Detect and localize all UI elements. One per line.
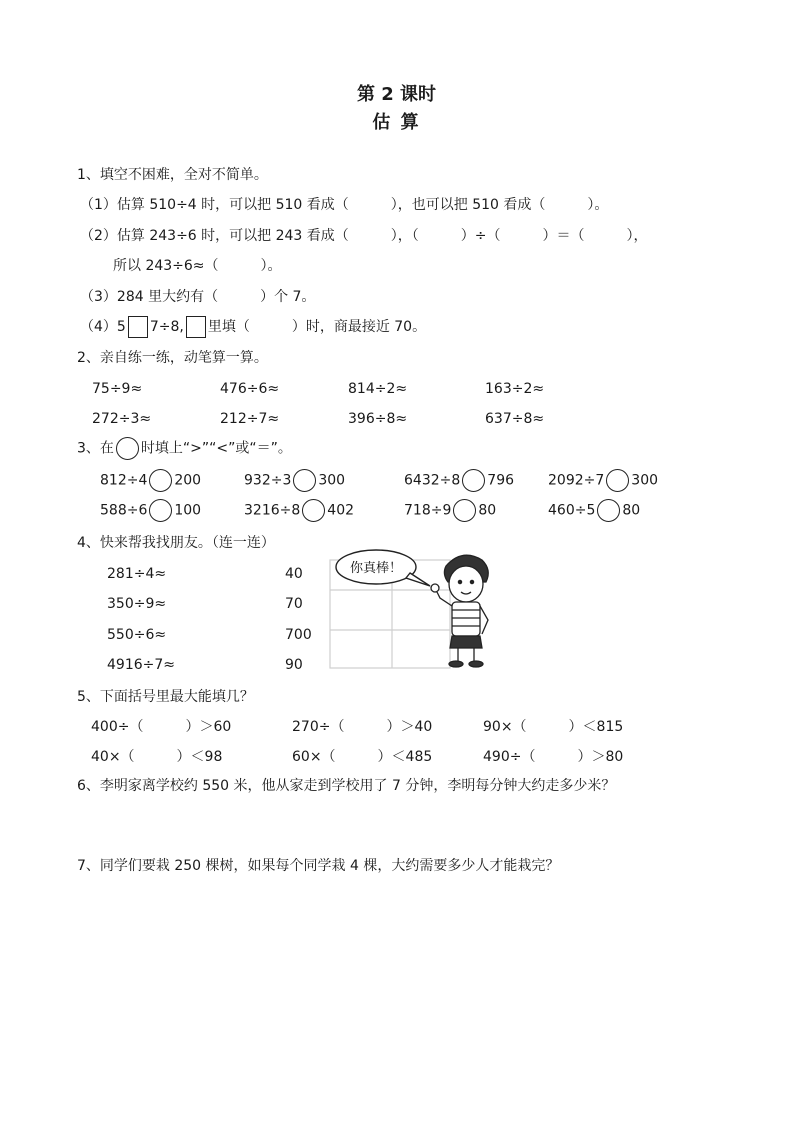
q3-heading	[77, 437, 292, 460]
q2-cell: 637÷8≈	[485, 411, 545, 427]
q1-item-4-post: 里填（ ）时，商最接近 70。	[207, 319, 427, 335]
q5-item: 90×（ ）＜815	[483, 719, 624, 735]
q1-item-2b: 所以 243÷6≈（ ）。	[113, 258, 282, 274]
q2-cell: 396÷8≈	[348, 411, 408, 427]
q5-item: 270÷（ ）＞40	[292, 719, 433, 735]
compare-circle[interactable]	[149, 499, 172, 522]
q4-left-item[interactable]: 550÷6≈	[107, 627, 167, 643]
q5-heading: 5、下面括号里最大能填几？	[77, 689, 254, 705]
boy-figure-icon	[431, 555, 488, 667]
compare-circle[interactable]	[606, 469, 629, 492]
q2-cell: 272÷3≈	[92, 411, 152, 427]
q4-left-item[interactable]: 281÷4≈	[107, 566, 167, 582]
q5-item: 400÷（ ）＞60	[91, 719, 232, 735]
q1-item-1: （1）估算 510÷4 时，可以把 510 看成（ ），也可以把 510 看成（ ）。	[80, 197, 609, 213]
q1-item-4-mid: 7÷8,	[149, 319, 184, 335]
q2-cell: 75÷9≈	[92, 381, 143, 397]
q4-heading: 4、快来帮我找朋友。（连一连）	[77, 535, 275, 551]
q3-item: 6432÷8 796	[404, 469, 514, 492]
q5-item: 60×（ ）＜485	[292, 749, 433, 765]
q1-item-4	[80, 316, 426, 338]
compare-circle[interactable]	[302, 499, 325, 522]
q1-item-4-pre: （4）5	[80, 319, 126, 335]
q3-item: 812÷4 200	[100, 469, 201, 492]
q2-cell: 212÷7≈	[220, 411, 280, 427]
q3-item: 588÷6 100	[100, 499, 201, 522]
compare-circle[interactable]	[293, 469, 316, 492]
compare-circle[interactable]	[149, 469, 172, 492]
q2-cell: 476÷6≈	[220, 381, 280, 397]
q2-cell: 814÷2≈	[348, 381, 408, 397]
q3-heading-pre: 3、在	[77, 440, 114, 457]
q4-right-item[interactable]: 70	[285, 596, 303, 612]
q4-right-item[interactable]: 40	[285, 566, 303, 582]
compare-circle[interactable]	[453, 499, 476, 522]
q2-heading: 2、亲自练一练，动笔算一算。	[77, 350, 268, 366]
lesson-title: 第 2 课时	[356, 84, 437, 105]
q4-left-item[interactable]: 350÷9≈	[107, 596, 167, 612]
q3-item: 2092÷7 300	[548, 469, 658, 492]
q2-cell: 163÷2≈	[485, 381, 545, 397]
answer-box[interactable]	[186, 316, 206, 338]
q4-right-item[interactable]: 700	[285, 627, 312, 643]
q6-question: 6、李明家离学校约 550 米，他从家走到学校用了 7 分钟，李明每分钟大约走多少米？	[77, 778, 616, 794]
circle-icon	[116, 437, 139, 460]
lesson-subtitle: 估 算	[372, 112, 421, 133]
q7-question: 7、同学们要栽 250 棵树，如果每个同学栽 4 棵，大约需要多少人才能栽完？	[77, 858, 560, 874]
q1-heading: 1、填空不困难，全对不简单。	[77, 167, 268, 183]
q3-item: 932÷3 300	[244, 469, 345, 492]
q4-right-item[interactable]: 90	[285, 657, 303, 673]
bubble-text: 你真棒！	[349, 561, 403, 576]
q3-item: 3216÷8 402	[244, 499, 354, 522]
compare-circle[interactable]	[597, 499, 620, 522]
answer-box[interactable]	[128, 316, 148, 338]
boy-illustration	[322, 540, 512, 672]
q1-item-2a: （2）估算 243÷6 时，可以把 243 看成（ ），（ ）÷（ ）＝（ ），	[80, 228, 648, 244]
q3-heading-post: 时填上“>”“<”或“＝”。	[140, 440, 292, 457]
q3-item: 718÷9 80	[404, 499, 496, 522]
q4-left-item[interactable]: 4916÷7≈	[107, 657, 175, 673]
compare-circle[interactable]	[462, 469, 485, 492]
q1-item-3: （3）284 里大约有（ ）个 7。	[80, 289, 316, 305]
q5-item: 40×（ ）＜98	[91, 749, 223, 765]
q3-item: 460÷5 80	[548, 499, 640, 522]
q5-item: 490÷（ ）＞80	[483, 749, 624, 765]
